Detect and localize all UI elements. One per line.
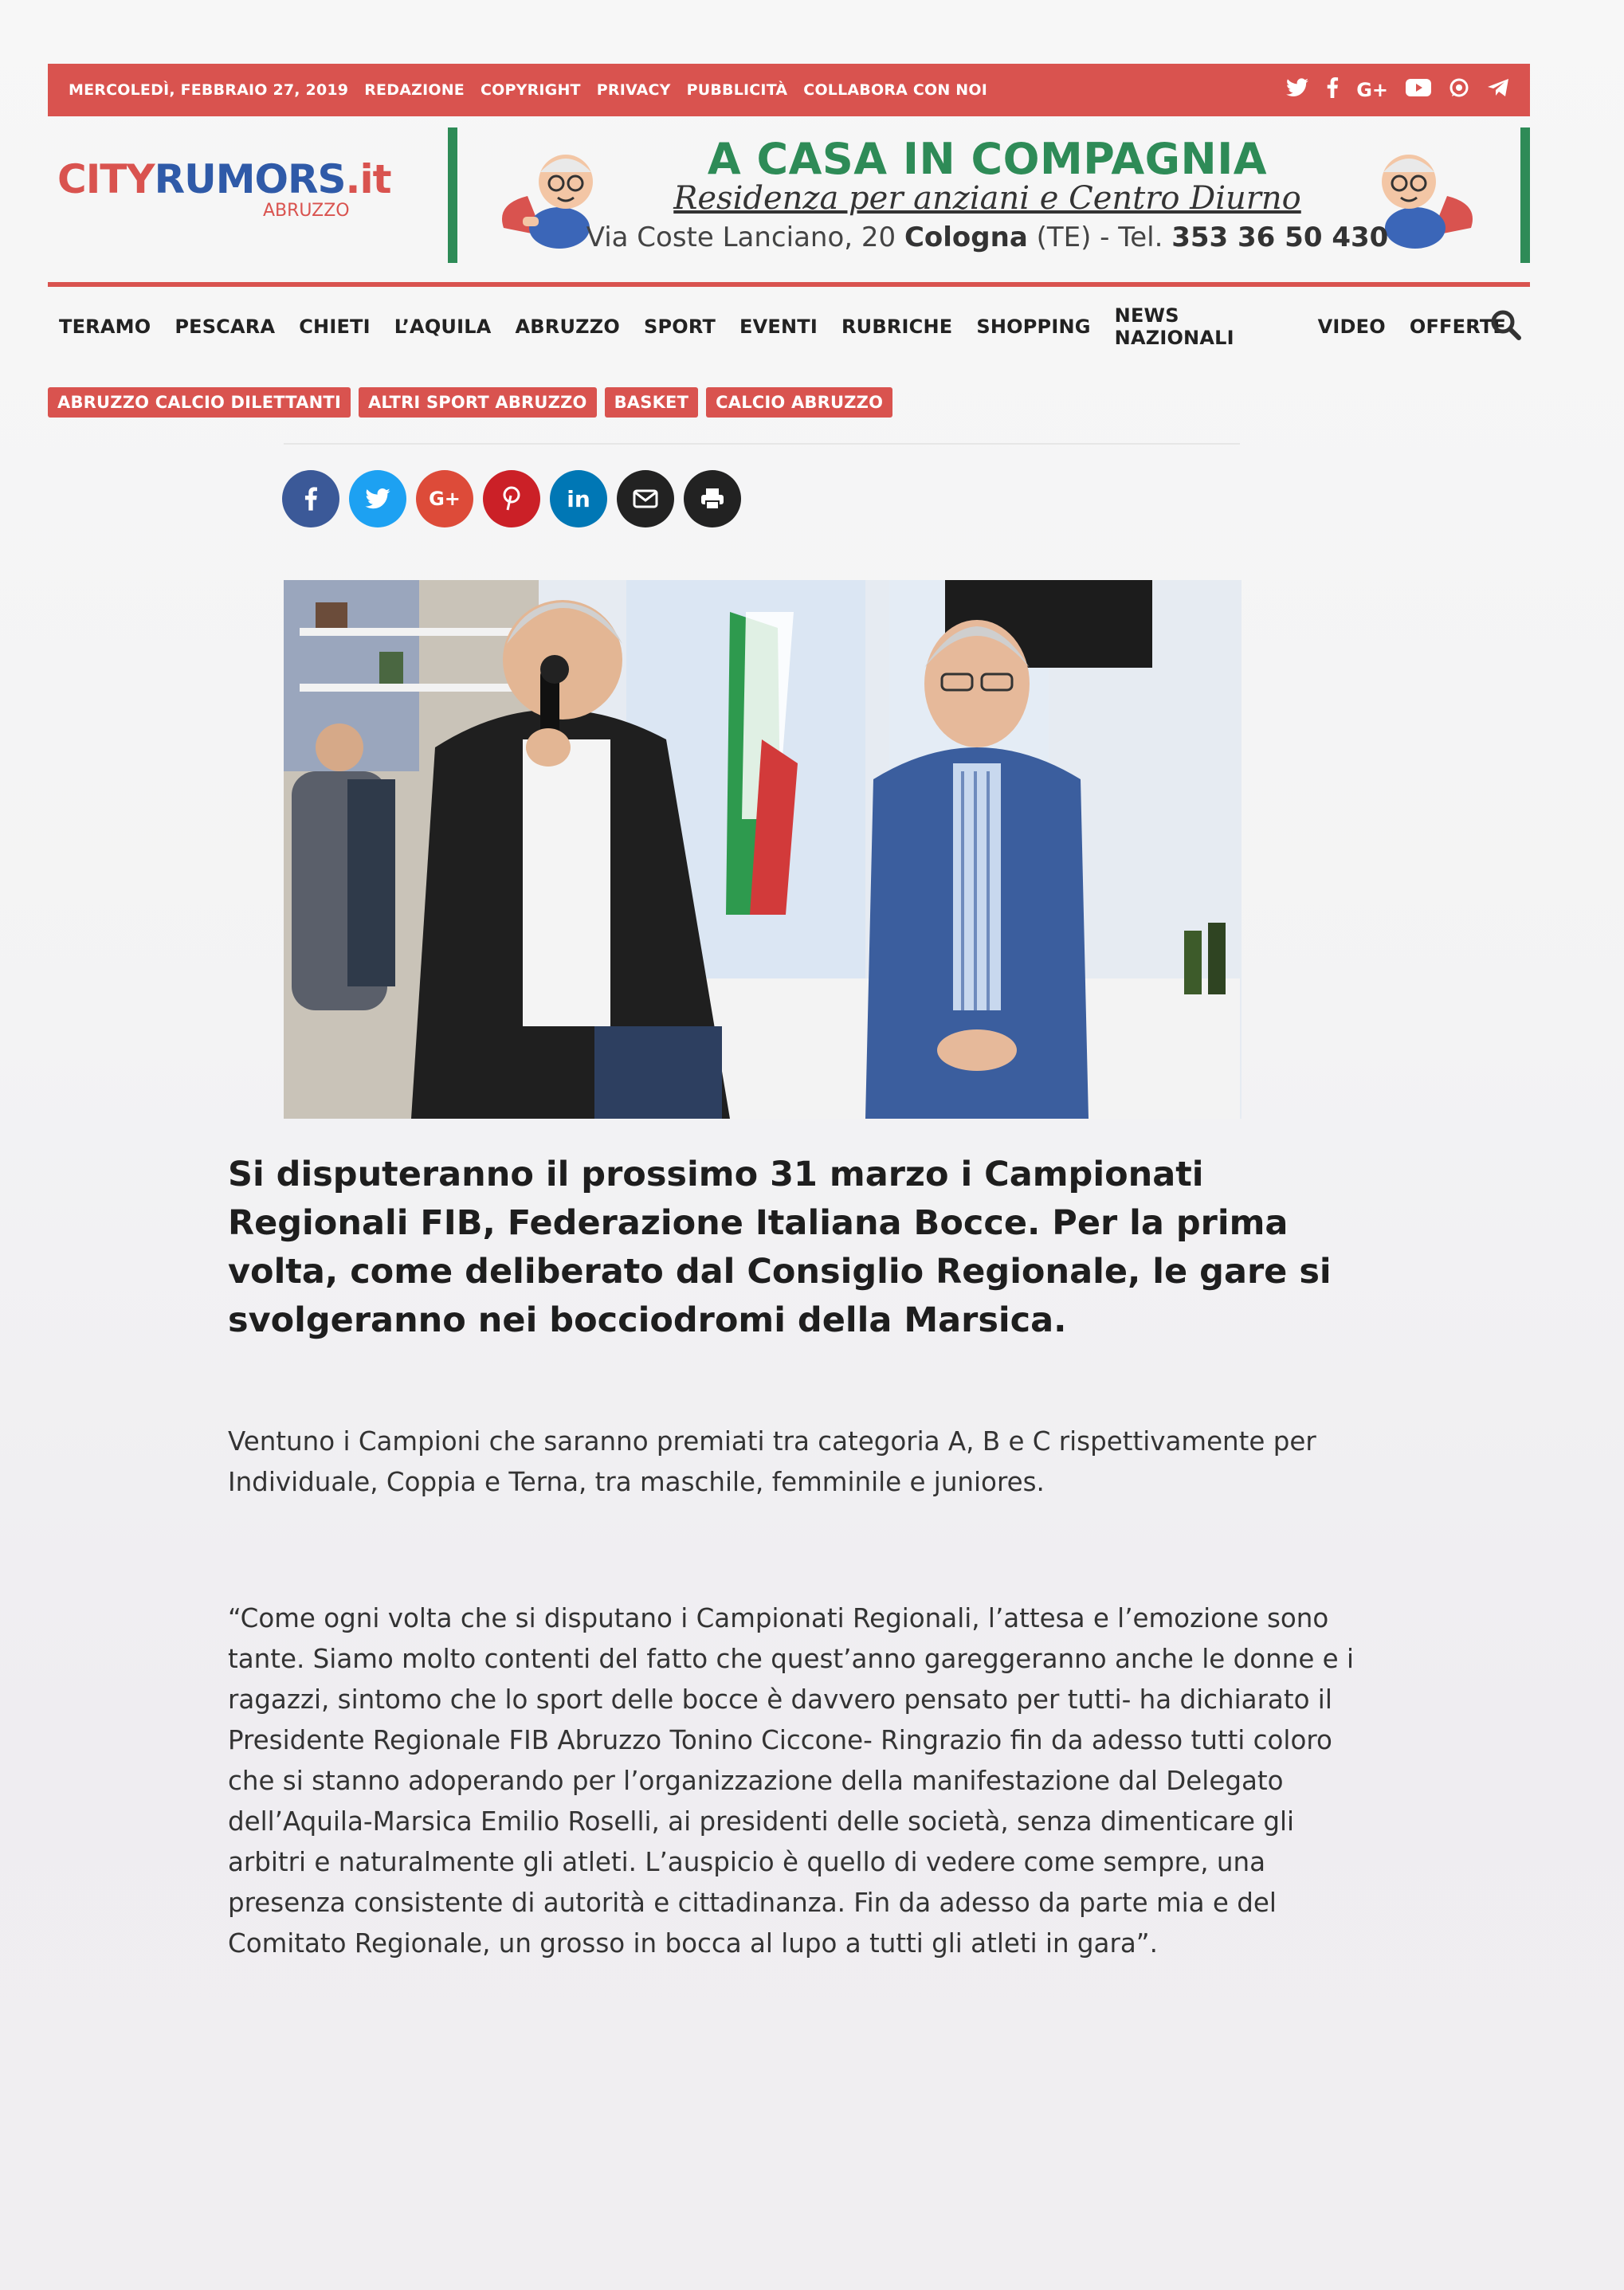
current-date: MERCOLEDÌ, FEBBRAIO 27, 2019 — [69, 81, 349, 99]
banner-address: Via Coste Lanciano, 20 Cologna (TE) - Tel. 353 36 50 430 — [586, 222, 1389, 253]
top-bar-links — [69, 81, 987, 99]
banner-left-divider — [448, 127, 457, 263]
nav-item-video[interactable]: VIDEO — [1317, 316, 1386, 338]
banner-title: A CASA IN COMPAGNIA — [707, 134, 1268, 184]
logo-region: ABRUZZO — [263, 201, 350, 221]
header-divider — [48, 282, 1530, 287]
nav-item-chieti[interactable]: CHIETI — [299, 316, 371, 338]
nav-item-rubriche[interactable]: RUBRICHE — [841, 316, 953, 338]
email-share-icon[interactable] — [617, 470, 674, 527]
separator-line — [284, 443, 1240, 445]
twitter-icon[interactable] — [1286, 78, 1308, 103]
main-navigation — [48, 303, 1530, 351]
nav-item-sport[interactable]: SPORT — [643, 316, 716, 338]
nav-item-eventi[interactable]: EVENTI — [739, 316, 818, 338]
telegram-icon[interactable] — [1487, 78, 1509, 103]
nav-item-teramo[interactable]: TERAMO — [59, 316, 151, 338]
top-link-redazione[interactable]: REDAZIONE — [364, 81, 465, 99]
nav-item-laquila[interactable]: L’AQUILA — [394, 316, 492, 338]
social-links — [1286, 77, 1509, 104]
share-buttons — [282, 470, 741, 527]
logo-wordmark: CITYRUMORS.it — [57, 156, 391, 202]
top-link-collabora[interactable]: COLLABORA CON NOI — [803, 81, 988, 99]
banner-subtitle: Residenza per anziani e Centro Diurno — [673, 180, 1301, 217]
article-headline: Si disputeranno il prossimo 31 marzo i Campionati Regionali FIB, Federazione Italiana Bocce. Per la prima volta, come deliberato dal Consiglio Regionale, le gare si svolgeranno nei bocciodromi della Marsica. — [228, 1155, 1332, 1340]
top-link-pubblicita[interactable]: PUBBLICITÀ — [686, 81, 788, 99]
nav-item-offerte[interactable]: OFFERTE — [1409, 316, 1506, 338]
linkedin-share-icon[interactable]: in — [550, 470, 607, 527]
nav-item-pescara[interactable]: PESCARA — [175, 316, 276, 338]
top-bar — [48, 64, 1530, 116]
tag-abruzzo-calcio-dilettanti[interactable]: ABRUZZO CALCIO DILETTANTI — [48, 387, 351, 418]
category-tags — [48, 387, 892, 418]
whatsapp-icon[interactable] — [1449, 77, 1469, 104]
site-logo[interactable] — [57, 156, 408, 228]
nav-item-news-nazionali[interactable]: NEWS NAZIONALI — [1114, 304, 1234, 349]
facebook-share-icon[interactable] — [282, 470, 339, 527]
facebook-icon[interactable] — [1326, 77, 1339, 104]
banner-right-divider — [1520, 127, 1530, 263]
nav-item-abruzzo[interactable]: ABRUZZO — [515, 316, 620, 338]
tag-basket[interactable]: BASKET — [605, 387, 699, 418]
top-link-privacy[interactable]: PRIVACY — [596, 81, 671, 99]
google-plus-share-icon[interactable]: G+ — [416, 470, 473, 527]
tag-calcio-abruzzo[interactable]: CALCIO ABRUZZO — [706, 387, 892, 418]
article-paragraph-2: “Come ogni volta che si disputano i Campionati Regionali, l’attesa e l’emozione sono tante. Siamo molto contenti del fatto che quest’anno gareggeranno anche le donne e i ragazzi, sintomo che lo sport delle bocce è davvero pensato per tutti- ha dichiarato il Presidente Regionale FIB Abruzzo Tonino Ciccone- Ringrazio fin da adesso tutti coloro che si stanno adoperando per l’organizzazione della manifestazione dal Delegato dell’Aquila-Marsica Emilio Roselli, ai presidenti delle società, senza dimenticare gli arbitri e naturalmente gli atleti. L’auspicio è quello di vedere come sempre, una presenza consistente di autorità e cittadinanza. Fin da adesso da parte mia e del Comitato Regionale, un grosso in bocca al lupo a tutti gli atleti in gara”. — [228, 1603, 1355, 1959]
article-photo — [284, 580, 1242, 1119]
google-plus-icon[interactable]: G+ — [1356, 79, 1388, 101]
pinterest-share-icon[interactable] — [483, 470, 540, 527]
search-icon[interactable] — [1489, 308, 1524, 343]
youtube-icon[interactable] — [1406, 78, 1431, 103]
twitter-share-icon[interactable] — [349, 470, 406, 527]
print-share-icon[interactable] — [684, 470, 741, 527]
advertising-banner[interactable] — [457, 127, 1517, 267]
article-paragraph-1: Ventuno i Campioni che saranno premiati tra categoria A, B e C rispettivamente per Individuale, Coppia e Terna, tra maschile, femminile e juniores. — [228, 1426, 1316, 1497]
nav-item-shopping[interactable]: SHOPPING — [976, 316, 1091, 338]
tag-altri-sport-abruzzo[interactable]: ALTRI SPORT ABRUZZO — [359, 387, 597, 418]
top-link-copyright[interactable]: COPYRIGHT — [480, 81, 581, 99]
